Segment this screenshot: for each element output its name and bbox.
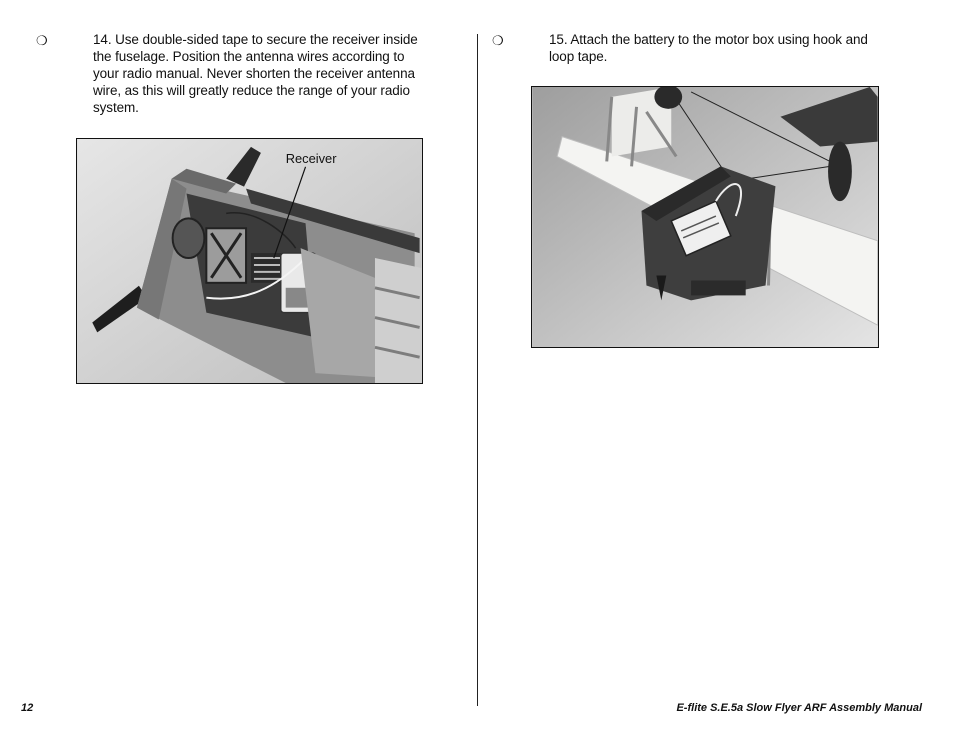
motor <box>173 218 205 258</box>
footer-manual-title: E-flite S.E.5a Slow Flyer ARF Assembly Manual <box>676 702 922 714</box>
wheel <box>828 142 852 202</box>
receiver-photo-illustration <box>77 139 422 383</box>
receiver-callout-label: Receiver <box>285 150 337 166</box>
step-14-text: 14. Use double-sided tape to secure the receiver inside the fuselage. Position the antenna wires according to your radio manual. Never shorten the receiver antenna wire, as this will greatly reduce the range of your radio system. <box>93 32 418 115</box>
receiver-photo <box>76 138 423 384</box>
battery-photo-illustration <box>532 87 878 347</box>
footer-page-number: 12 <box>21 702 34 714</box>
battery-photo <box>531 86 879 348</box>
step-15-text: 15. Attach the battery to the motor box using hook and loop tape. <box>549 32 868 64</box>
column-divider <box>477 34 478 706</box>
step-15-checkbox[interactable]: ❍ <box>492 33 504 48</box>
step-14-checkbox[interactable]: ❍ <box>36 33 48 48</box>
